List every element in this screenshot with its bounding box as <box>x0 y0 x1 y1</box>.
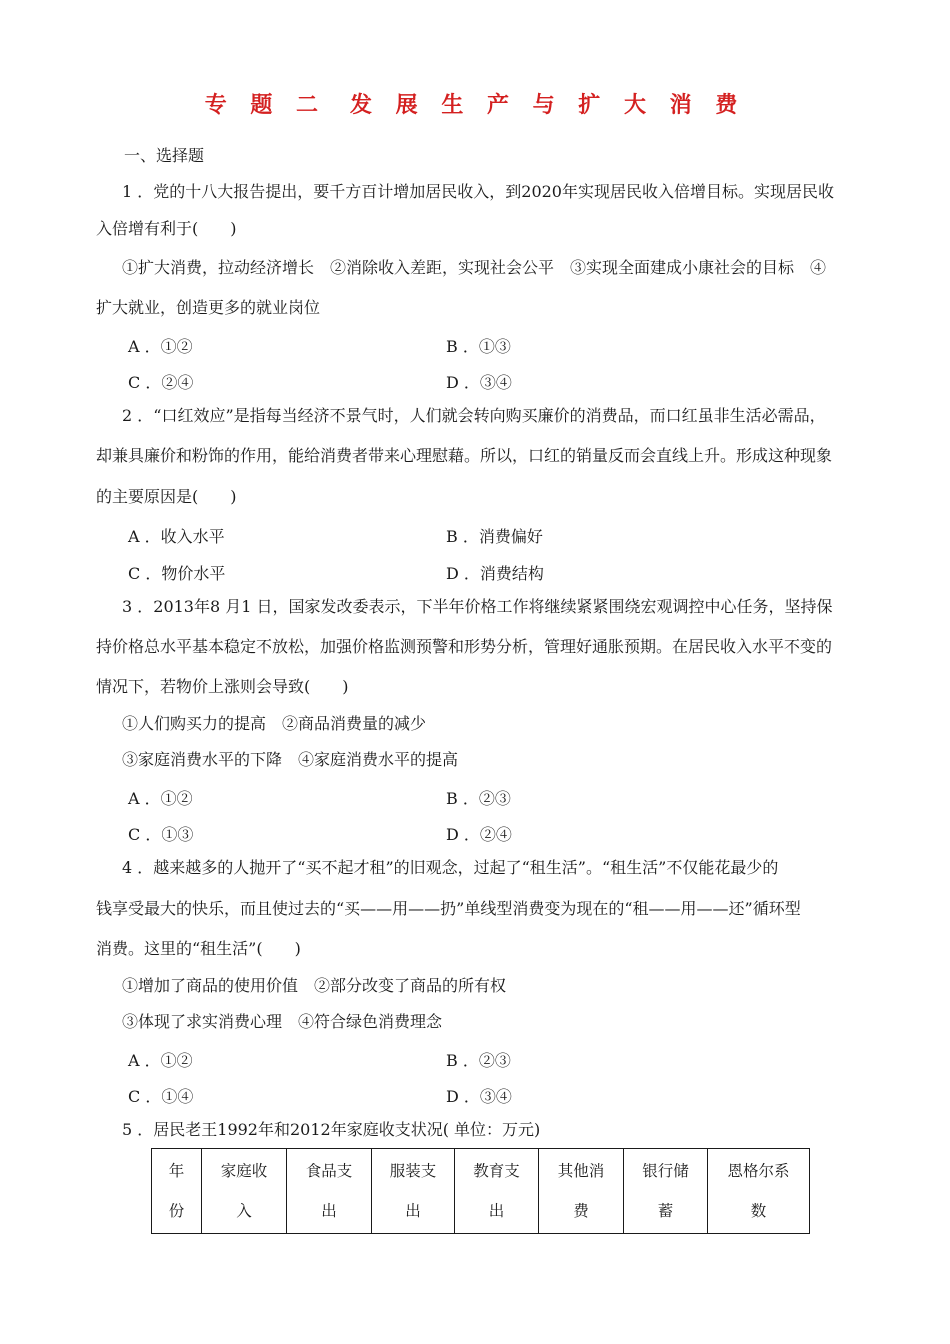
q1-statements-line1: ①扩大消费，拉动经济增长 ②消除收入差距，实现社会公平 ③实现全面建成小康社会的目标 ④ <box>122 258 827 277</box>
table-header-cell: 银行储 蓄 <box>624 1149 708 1234</box>
table-header-cell: 食品支 出 <box>287 1149 372 1234</box>
q2-option-a: A ．收入水平 <box>128 527 225 546</box>
title-subject: 发 展 生 产 与 扩 大 消 费 <box>350 93 746 118</box>
q2-stem-line3: 的主要原因是( ) <box>96 487 237 506</box>
q4-stem-line1: 4 ．越来越多的人抛开了“买不起才租”的旧观念，过起了“租生活”。“租生活”不仅能花最少的 <box>122 858 779 877</box>
q3-option-d: D ．②④ <box>446 825 512 844</box>
q4-stem-line3: 消费。这里的“租生活”( ) <box>96 939 301 958</box>
q2-stem-line1: 2 ．“口红效应”是指每当经济不景气时，人们就会转向购买廉价的消费品，而口红虽非生活必需品， <box>122 406 826 425</box>
table-header-cell: 其他消 费 <box>539 1149 624 1234</box>
q2-option-d: D ．消费结构 <box>446 564 544 583</box>
q4-option-d: D ．③④ <box>446 1087 512 1106</box>
q3-statements-line2: ③家庭消费水平的下降 ④家庭消费水平的提高 <box>122 750 459 769</box>
q3-statements-line1: ①人们购买力的提高 ②商品消费量的减少 <box>122 714 427 733</box>
q1-option-a: A ．①② <box>128 337 193 356</box>
q1-option-c: C ．②④ <box>128 373 194 392</box>
q3-stem-line3: 情况下，若物价上涨则会导致( ) <box>96 677 349 696</box>
q3-option-c: C ．①③ <box>128 825 194 844</box>
q3-stem-line1: 3 ．2013年8 月1 日，国家发改委表示，下半年价格工作将继续紧紧围绕宏观调控中心任务，坚持保 <box>122 597 833 616</box>
section-heading: 一、选择题 <box>124 146 205 165</box>
q1-stem-line1: 1 ．党的十八大报告提出，要千方百计增加居民收入，到2020年实现居民收入倍增目标。实现居民收 <box>122 182 834 201</box>
q3-option-a: A ．①② <box>128 789 193 808</box>
q4-statements-line2: ③体现了求实消费心理 ④符合绿色消费理念 <box>122 1012 443 1031</box>
q3-option-b: B ．②③ <box>446 789 511 808</box>
table-header-cell: 家庭收 入 <box>202 1149 287 1234</box>
q4-statements-line1: ①增加了商品的使用价值 ②部分改变了商品的所有权 <box>122 976 507 995</box>
table-header-cell: 恩格尔系 数 <box>708 1149 810 1234</box>
q3-stem-line2: 持价格总水平基本稳定不放松，加强价格监测预警和形势分析，管理好通胀预期。在居民收入水平不变的 <box>96 637 833 656</box>
table-header-row <box>152 1149 810 1234</box>
q2-option-c: C ．物价水平 <box>128 564 226 583</box>
q4-stem-line2: 钱享受最大的快乐，而且使过去的“买——用——扔”单线型消费变为现在的“租——用——还”循环型 <box>96 899 801 918</box>
q2-option-b: B ．消费偏好 <box>446 527 543 546</box>
page-title <box>0 88 950 119</box>
q4-option-c: C ．①④ <box>128 1087 194 1106</box>
title-topic: 专 题 二 <box>204 93 327 118</box>
table-header-cell: 服装支 出 <box>372 1149 455 1234</box>
q4-option-a: A ．①② <box>128 1051 193 1070</box>
q1-statements-line2: 扩大就业，创造更多的就业岗位 <box>96 298 321 317</box>
q1-option-d: D ．③④ <box>446 373 512 392</box>
income-expenditure-table <box>151 1148 810 1234</box>
q1-option-b: B ．①③ <box>446 337 511 356</box>
q5-stem-line1: 5 ．居民老王1992年和2012年家庭收支状况( 单位：万元) <box>122 1120 541 1139</box>
q4-option-b: B ．②③ <box>446 1051 511 1070</box>
table-header-cell: 年 份 <box>152 1149 202 1234</box>
q1-stem-line2: 入倍增有利于( ) <box>96 219 237 238</box>
table-header-cell: 教育支 出 <box>455 1149 539 1234</box>
q2-stem-line2: 却兼具廉价和粉饰的作用，能给消费者带来心理慰藉。所以，口红的销量反而会直线上升。形成这种现象 <box>96 446 833 465</box>
